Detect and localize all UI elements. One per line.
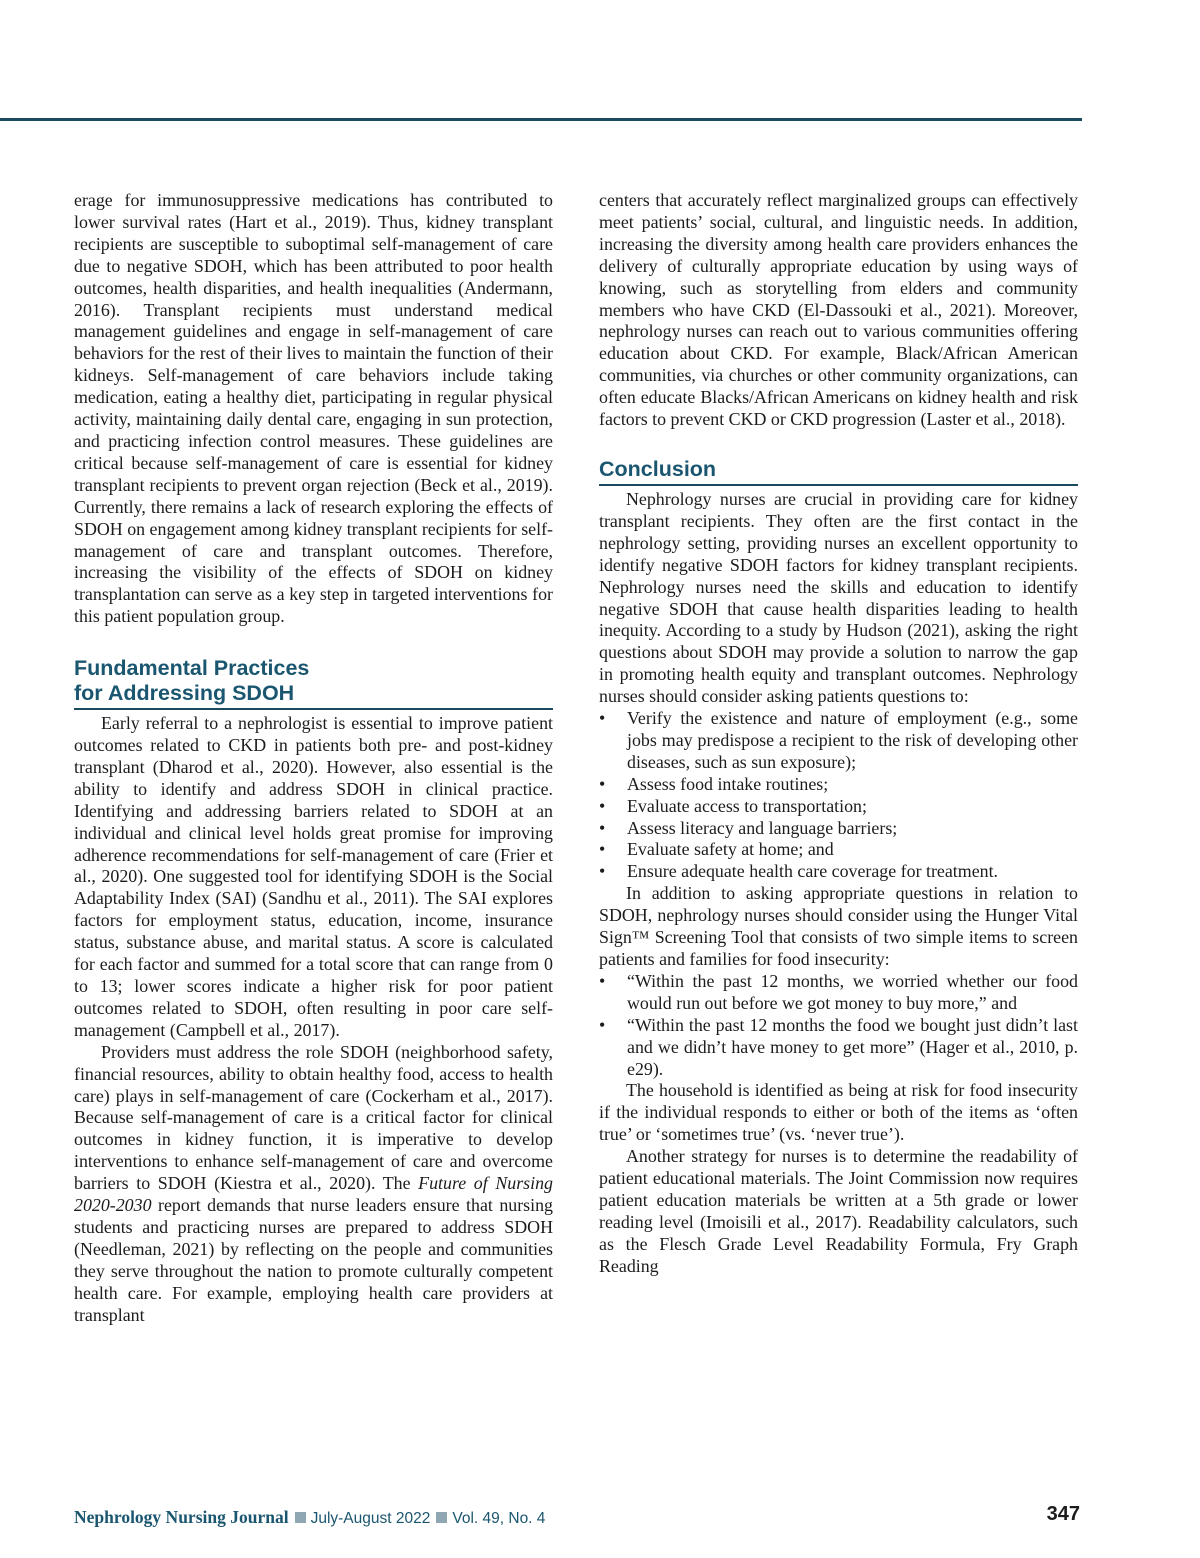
list-item	[599, 818, 1078, 840]
bullet-icon: •	[599, 773, 606, 794]
section-heading-fundamental-practices	[74, 656, 553, 710]
list-item-text: “Within the past 12 months the food we bought just didn’t last and we didn’t have money to get more” (Hager et al., 2010, p. e29).	[627, 1014, 1078, 1079]
list-item-text: Assess literacy and language barriers;	[627, 817, 898, 838]
page-number: 347	[1046, 1503, 1080, 1525]
section-heading-conclusion: Conclusion	[599, 457, 1078, 486]
question-list	[599, 708, 1078, 883]
body-paragraph: The household is identified as being at risk for food insecurity if the individual responds to either or both of the items as ‘often true’ or ‘sometimes true’ (vs. ‘never true’).	[599, 1080, 1078, 1145]
separator-square-icon	[436, 1512, 447, 1523]
bullet-icon: •	[599, 839, 606, 860]
left-column	[74, 190, 553, 1327]
body-paragraph: In addition to asking appropriate questions in relation to SDOH, nephrology nurses should consider using the Hunger Vital Sign™ Screening Tool that consists of two simple items to screen patients and families for food insecurity:	[599, 883, 1078, 969]
list-item-text: Ensure adequate health care coverage for treatment.	[627, 861, 999, 882]
list-item	[599, 861, 1078, 883]
header-rule	[0, 118, 1082, 121]
body-paragraph	[74, 1042, 553, 1327]
list-item	[599, 839, 1078, 861]
list-item	[599, 774, 1078, 796]
body-paragraph: Another strategy for nurses is to determine the readability of patient educational materials. The Joint Commission now requires patient education materials be written at a 5th grade or lower reading level (Imoisili et al., 2017). Readability calculators, such as the Flesch Grade Level Readability Formula, Fry Graph Reading	[599, 1146, 1078, 1276]
bullet-icon: •	[599, 861, 606, 882]
paragraph-text: report demands that nurse leaders ensure that nursing students and practicing nurses are prepared to address SDOH (Needleman, 2021) by reflecting on the people and communities they serve throughout the nation to promote culturally competent health care. For example, employing health care providers at transplant	[74, 1195, 553, 1325]
list-item	[599, 1015, 1078, 1081]
screening-items-list	[599, 971, 1078, 1081]
heading-line-1: Fundamental Practices	[74, 656, 310, 681]
list-item	[599, 708, 1078, 774]
list-item-text: Evaluate access to transportation;	[627, 795, 867, 816]
volume-issue: Vol. 49, No. 4	[452, 1510, 546, 1527]
footer-citation	[74, 1507, 545, 1528]
bullet-icon: •	[599, 970, 606, 991]
list-item-text: Verify the existence and nature of employment (e.g., some jobs may predispose a recipient to the risk of developing other diseases, such as sun exposure);	[627, 708, 1078, 772]
journal-name: Nephrology Nursing Journal	[74, 1507, 289, 1527]
list-item-text: Assess food intake routines;	[627, 773, 829, 794]
body-paragraph: Nephrology nurses are crucial in providing care for kidney transplant recipients. They often are the first contact in the nephrology setting, providing nurses an excellent opportunity to identify negative SDOH factors for kidney transplant recipients. Nephrology nurses need the skills and education to identify negative SDOH that cause health disparities leading to health inequity. According to a study by Hudson (2021), asking the right questions about SDOH may provide a solution to narrow the gap in promoting health equity and transplant outcomes. Nephrology nurses should consider asking patients questions to:	[599, 488, 1078, 707]
body-paragraph: erage for immunosuppressive medications has contributed to lower survival rates (Hart et al., 2019). Thus, kidney transplant recipients are susceptible to suboptimal self-management of care due to negative SDOH, which has been attributed to poor health outcomes, health disparities, and health inequalities (Andermann, 2016). Transplant recipients must understand medical management guidelines and engage in self-management of care behaviors for the rest of their lives to maintain the function of their kidneys. Self-management of care behaviors include taking medication, eating a healthy diet, participating in regular physical activity, maintaining daily dental care, engaging in sun protection, and practicing infection control measures. These guidelines are critical because self-management of care is essential for kidney transplant recipients to prevent organ rejection (Beck et al., 2019). Currently, there remains a lack of research exploring the effects of SDOH on engagement among kidney transplant recipients for self-management of care and transplant outcomes. Therefore, increasing the visibility of the effects of SDOH on kidney transplantation can serve as a key step in targeted interventions for this patient population group.	[74, 190, 553, 627]
list-item	[599, 796, 1078, 818]
body-paragraph: Early referral to a nephrologist is essential to improve patient outcomes related to CKD in patients both pre- and post-kidney transplant (Dharod et al., 2020). However, also essential is the ability to identify and address SDOH in clinical practice. Identifying and addressing barriers related to SDOH at an individual and clinical level holds great promise for improving adherence recommendations for self-management of care (Frier et al., 2020). One suggested tool for identifying SDOH is the Social Adaptability Index (SAI) (Sandhu et al., 2011). The SAI explores factors for employment status, education, income, insurance status, substance abuse, and marital status. A score is calculated for each factor and summed for a total score that can range from 0 to 13; lower scores indicate a higher risk for poor patient outcomes related to SDOH, often resulting in poor care self-management (Campbell et al., 2017).	[74, 713, 553, 1040]
bullet-icon: •	[599, 708, 606, 729]
right-column	[599, 190, 1078, 1278]
report-title-italic: Future of Nursing 2020-2030	[74, 1173, 553, 1216]
bullet-icon: •	[599, 1014, 606, 1035]
issue-date: July-August 2022	[310, 1510, 431, 1527]
list-item	[599, 971, 1078, 1015]
page-footer	[74, 1503, 1080, 1529]
paragraph-text: Providers must address the role SDOH (neighborhood safety, financial resources, ability to obtain healthy food, access to health care) plays in self-management of care (Cockerham et al., 2017). Because self-management of care is a critical factor for clinical outcomes in kidney function, it is imperative to develop interventions to enhance self-management of care and overcome barriers to SDOH (Kiestra et al., 2020). The	[74, 1041, 553, 1194]
heading-line-2: for Addressing SDOH	[74, 681, 295, 706]
body-paragraph: centers that accurately reflect marginalized groups can effectively meet patients’ social, cultural, and linguistic needs. In addition, increasing the diversity among health care providers enhances the delivery of culturally appropriate education by using ways of knowing, such as storytelling from elders and community members who have CKD (El-Dassouki et al., 2021). Moreover, nephrology nurses can reach out to various communities offering education about CKD. For example, Black/African American communities, via churches or other community organizations, can often educate Blacks/African Americans on kidney health and risk factors to prevent CKD or CKD progression (Laster et al., 2018).	[599, 190, 1078, 430]
list-item-text: “Within the past 12 months, we worried whether our food would run out before we got money to buy more,” and	[627, 970, 1078, 1013]
bullet-icon: •	[599, 817, 606, 838]
list-item-text: Evaluate safety at home; and	[627, 839, 834, 860]
separator-square-icon	[295, 1512, 306, 1523]
bullet-icon: •	[599, 795, 606, 816]
